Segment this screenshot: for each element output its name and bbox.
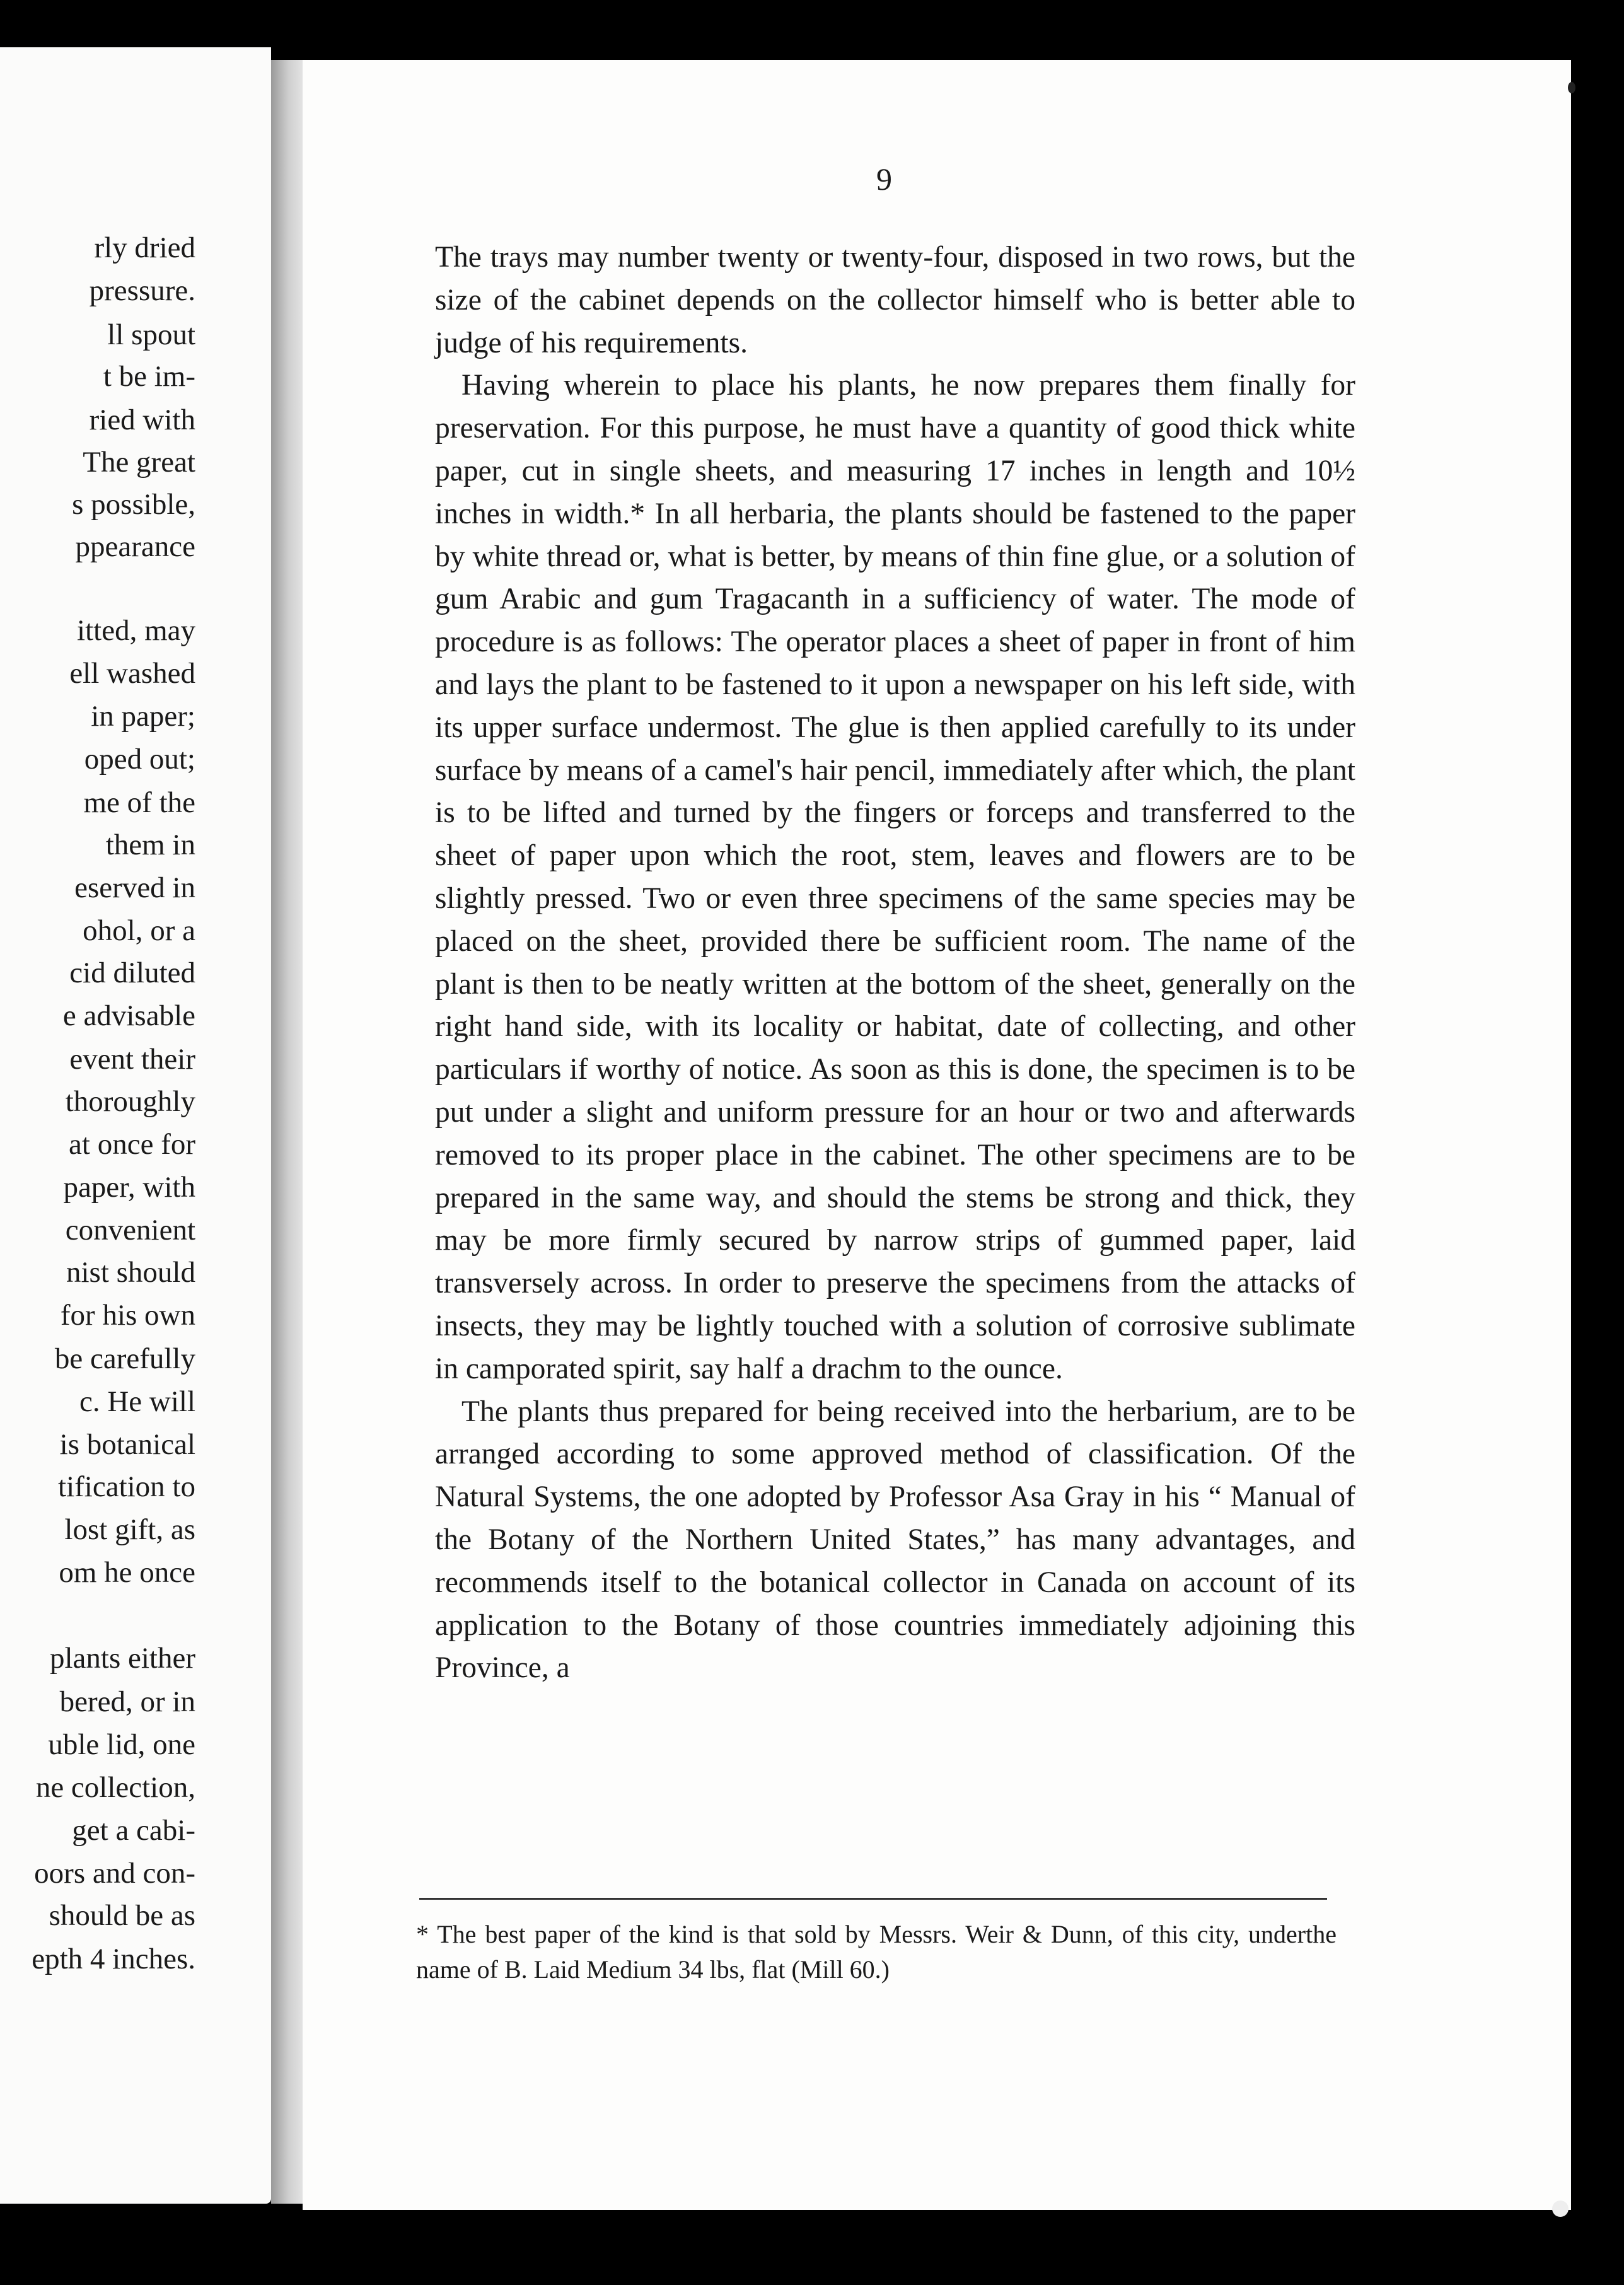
paragraph: The plants thus prepared for being received into the herbarium, are to be arranged according to some approved method of classification. Of the Natural Systems, the one adopted by Professor Asa Gray in his “ Manual of the Botany of the Northern United States,” has many advantages, and recommends itself to the botanical collector in Canada on account of its application to the Botany of those countries immediately adjoining this Province, a (435, 1395, 1355, 1685)
page-number: 9 (876, 161, 892, 197)
left-page-line: t be im- (103, 360, 195, 393)
left-page-line: should be as (49, 1899, 195, 1932)
left-page-line: them in (105, 829, 195, 861)
left-page (0, 47, 271, 2204)
paragraph: The trays may number twenty or twenty-four, disposed in two rows, but the size of the cabinet depends on the collector himself who is better able to judge of his requirements. (435, 241, 1355, 359)
left-page-line: ried with (89, 404, 195, 436)
left-page-line: paper, with (63, 1171, 195, 1204)
left-page-line: event their (69, 1043, 195, 1076)
left-page-line: ll spout (107, 318, 195, 351)
left-page-line: oped out; (84, 743, 195, 776)
left-page-line: be carefully (54, 1342, 195, 1375)
left-page-line: s possible, (72, 488, 195, 521)
left-page-line: e advisable (62, 999, 195, 1032)
left-page-line: cid diluted (69, 956, 195, 989)
body-text (435, 236, 1355, 1690)
left-page-line: rly dried (94, 231, 195, 264)
left-page-line: itted, may (77, 614, 195, 647)
left-page-line: ne collection, (35, 1771, 195, 1804)
scan-speck (1552, 2201, 1569, 2217)
left-page-line: ppearance (75, 530, 195, 563)
left-page-line: ell washed (69, 657, 195, 690)
left-page-line: lost gift, as (64, 1513, 195, 1546)
left-page-line: c. He will (79, 1385, 195, 1418)
left-page-line: uble lid, one (48, 1728, 195, 1761)
left-page-line: epth 4 inches. (32, 1943, 195, 1975)
left-page-line: is botanical (59, 1428, 195, 1461)
left-page-line: get a cabi- (72, 1814, 195, 1847)
scan-speck (1568, 82, 1575, 93)
left-page-line: bered, or in (59, 1685, 195, 1718)
left-page-line: tification to (58, 1470, 195, 1503)
left-page-line: The great (83, 446, 195, 479)
left-page-line: thoroughly (65, 1085, 195, 1118)
left-page-line: me of the (83, 786, 195, 819)
left-page-line: for his own (60, 1299, 195, 1332)
paragraph: Having wherein to place his plants, he now prepares them finally for preservation. For this purpose, he must have a quantity of good thick white paper, cut in single sheets, and measuring 17 inches in length and 10½ inches in width.* In all herbaria, the plants should be fastened to the paper by white thread or, what is better, by means of thin fine glue, or a solution of gum Arabic and gum Tragacanth in a sufficiency of water. The mode of procedure is as follows: The operator places a sheet of paper in front of him and lays the plant to be fastened to it upon a newspaper on his left side, with its upper surface undermost. The glue is then applied carefully to its under surface by means of a camel's hair pencil, immediately after which, the plant is to be lifted and turned by the fingers or forceps and transferred to the sheet of paper upon which the root, stem, leaves and flowers are to be slightly pressed. Two or even three specimens of the same species may be placed on the sheet, provided there be sufficient room. The name of the plant is then to be neatly written at the bottom of the sheet, generally on the right hand side, with its locality or habitat, date of collecting, and other particulars if worthy of notice. As soon as this is done, the specimen is to be put under a slight and uniform pressure for an hour or two and afterwards removed to its proper place in the cabinet. The other specimens are to be prepared in the same way, and should the stems be strong and thick, they may be more firmly secured by narrow strips of gummed paper, laid transversely across. In order to preserve the specimens from the attacks of insects, they may be lightly touched with a solution of corrosive sublimate in camporated spirit, say half a drachm to the ounce. (435, 369, 1355, 1385)
left-page-line: pressure. (89, 274, 195, 307)
left-page-line: eserved in (74, 871, 195, 904)
left-page-line: at once for (69, 1128, 195, 1161)
left-page-line: om he once (59, 1556, 195, 1589)
left-page-line: oors and con- (34, 1857, 195, 1890)
left-page-line: convenient (65, 1214, 195, 1247)
left-page-line: nist should (66, 1256, 195, 1289)
left-page-line: ohol, or a (83, 914, 195, 947)
left-page-line: in paper; (91, 700, 195, 733)
footnote-divider (419, 1898, 1327, 1900)
left-page-line: plants either (49, 1642, 195, 1675)
footnote: * The best paper of the kind is that sold by Messrs. Weir & Dunn, of this city, underthe name of B. Laid Medium 34 lbs, flat (Mill 60.) (416, 1920, 1337, 1984)
